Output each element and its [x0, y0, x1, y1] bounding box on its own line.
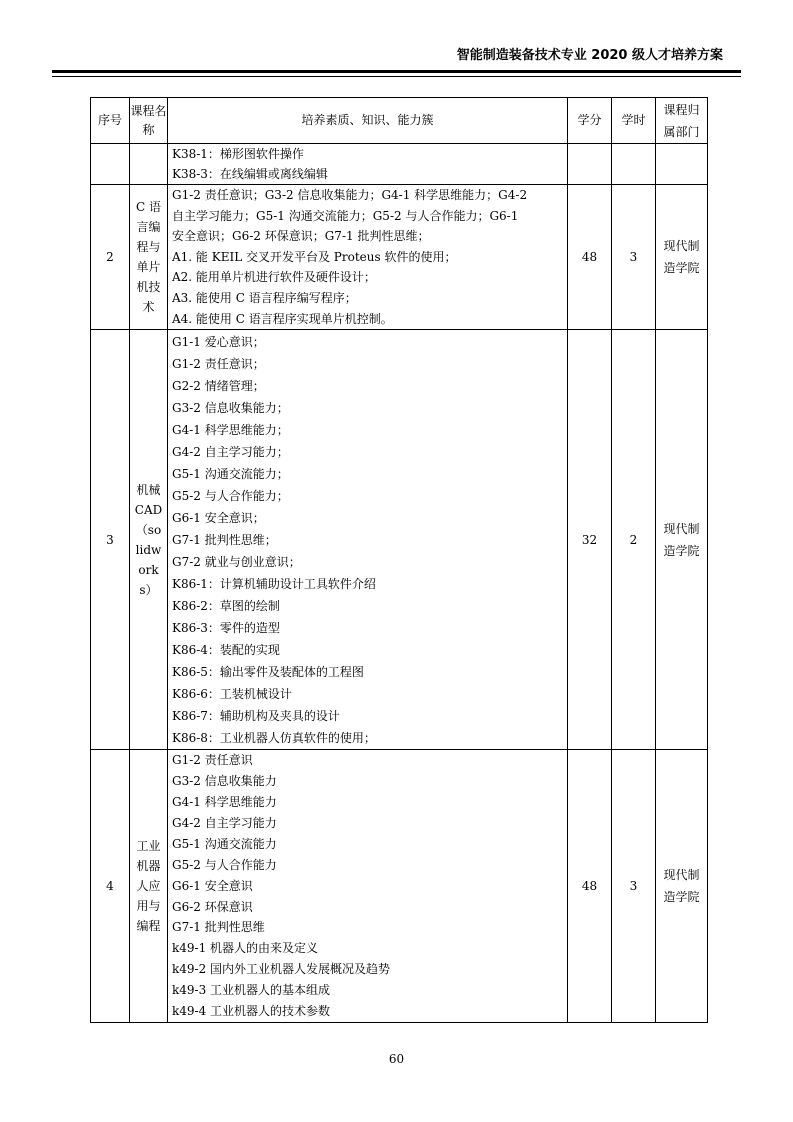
ability-item: G4-2 自主学习能力；: [172, 444, 289, 459]
ability-item: K86-7：辅助机构及夹具的设计: [172, 708, 340, 723]
ability-item: K38-1：梯形图软件操作: [172, 147, 304, 161]
ability-list: [168, 144, 568, 185]
credits: 48: [568, 750, 612, 1023]
department: 现代制造学院: [656, 185, 708, 330]
header-department: 课程归属部门: [656, 98, 708, 144]
ability-item: G1-2 责任意识；G3-2 信息收集能力；G4-1 科学思维能力；G4-2: [172, 188, 528, 202]
row-number: 3: [91, 330, 130, 750]
ability-item: k49-3 工业机器人的基本组成: [172, 983, 331, 998]
credits: 32: [568, 330, 612, 750]
ability-list: [168, 750, 568, 1023]
ability-item: G4-2 自主学习能力: [172, 815, 277, 830]
ability-item: K86-1：计算机辅助设计工具软件介绍: [172, 576, 376, 591]
ability-item: K86-8：工业机器人仿真软件的使用；: [172, 730, 376, 745]
ability-item: 自主学习能力；G5-1 沟通交流能力；G5-2 与人合作能力；G6-1: [172, 208, 519, 223]
header-course-name: 课程名称: [130, 98, 168, 144]
table-row: [91, 144, 708, 185]
ability-item: G2-2 情绪管理；: [172, 378, 265, 393]
ability-item: G7-2 就业与创业意识；: [172, 554, 301, 569]
ability-item: G6-1 安全意识；: [172, 510, 265, 525]
ability-item: K86-3：零件的造型: [172, 620, 280, 635]
curriculum-table: [90, 97, 708, 1023]
ability-item: k49-4 工业机器人的技术参数: [172, 1004, 331, 1019]
department: 现代制造学院: [656, 330, 708, 750]
ability-item: K86-5：输出零件及装配体的工程图: [172, 664, 364, 679]
ability-item: G4-1 科学思维能力: [172, 794, 277, 809]
header-rule-thick: [52, 70, 741, 73]
ability-item: G5-1 沟通交流能力；: [172, 466, 289, 481]
ability-item: G5-2 与人合作能力；: [172, 488, 289, 503]
table-row: [91, 185, 708, 330]
course-name: [130, 144, 168, 185]
ability-list: [168, 330, 568, 750]
ability-item: A4. 能使用 C 语言程序实现单片机控制。: [172, 311, 393, 326]
ability-item: K86-2：草图的绘制: [172, 598, 280, 613]
table-header-row: [91, 98, 708, 144]
credits: 48: [568, 185, 612, 330]
ability-item: A1. 能 KEIL 交叉开发平台及 Proteus 软件的使用；: [172, 249, 457, 264]
header-credits: 学分: [568, 98, 612, 144]
row-number: 2: [91, 185, 130, 330]
ability-item: k49-1 机器人的由来及定义: [172, 941, 319, 956]
ability-item: A2. 能用单片机进行软件及硬件设计；: [172, 270, 376, 285]
department: 现代制造学院: [656, 750, 708, 1023]
ability-item: G7-1 批判性思维；: [172, 532, 277, 547]
table-row: [91, 750, 708, 1023]
ability-item: G6-1 安全意识: [172, 878, 253, 893]
ability-item: 安全意识；G6-2 环保意识；G7-1 批判性思维；: [172, 229, 430, 244]
department: [656, 144, 708, 185]
ability-item: G7-1 批判性思维: [172, 920, 265, 935]
ability-item: G1-1 爱心意识；: [172, 334, 265, 349]
hours: 3: [612, 750, 656, 1023]
ability-item: G5-2 与人合作能力: [172, 857, 277, 872]
header-abilities: 培养素质、知识、能力簇: [168, 98, 568, 144]
ability-item: G1-2 责任意识: [172, 753, 253, 768]
ability-item: G3-2 信息收集能力；: [172, 400, 289, 415]
header-rule-thin: [52, 76, 741, 77]
header-no: 序号: [91, 98, 130, 144]
ability-item: k49-2 国内外工业机器人发展概况及趋势: [172, 962, 391, 977]
ability-item: G3-2 信息收集能力: [172, 774, 277, 789]
credits: [568, 144, 612, 185]
hours: 3: [612, 185, 656, 330]
row-number: 4: [91, 750, 130, 1023]
document-header: 智能制造装备技术专业 2020 级人才培养方案: [456, 48, 723, 63]
header-hours: 学时: [612, 98, 656, 144]
ability-item: G6-2 环保意识: [172, 899, 253, 914]
page-number: 60: [388, 1052, 405, 1066]
course-name: C 语言编程与单片机技术: [130, 185, 168, 330]
course-name: 工业机器人应用与编程: [130, 750, 168, 1023]
table-row: [91, 330, 708, 750]
ability-item: K38-3：在线编辑或离线编辑: [172, 167, 328, 181]
hours: [612, 144, 656, 185]
ability-list: [168, 185, 568, 330]
course-name: 机械 CAD （solidworks）: [130, 330, 168, 750]
hours: 2: [612, 330, 656, 750]
ability-item: G5-1 沟通交流能力: [172, 836, 277, 851]
ability-item: K86-4：装配的实现: [172, 642, 280, 657]
ability-item: A3. 能使用 C 语言程序编写程序；: [172, 290, 357, 305]
ability-item: G4-1 科学思维能力；: [172, 422, 289, 437]
ability-item: K86-6：工装机械设计: [172, 686, 292, 701]
row-number: [91, 144, 130, 185]
ability-item: G1-2 责任意识；: [172, 356, 265, 371]
